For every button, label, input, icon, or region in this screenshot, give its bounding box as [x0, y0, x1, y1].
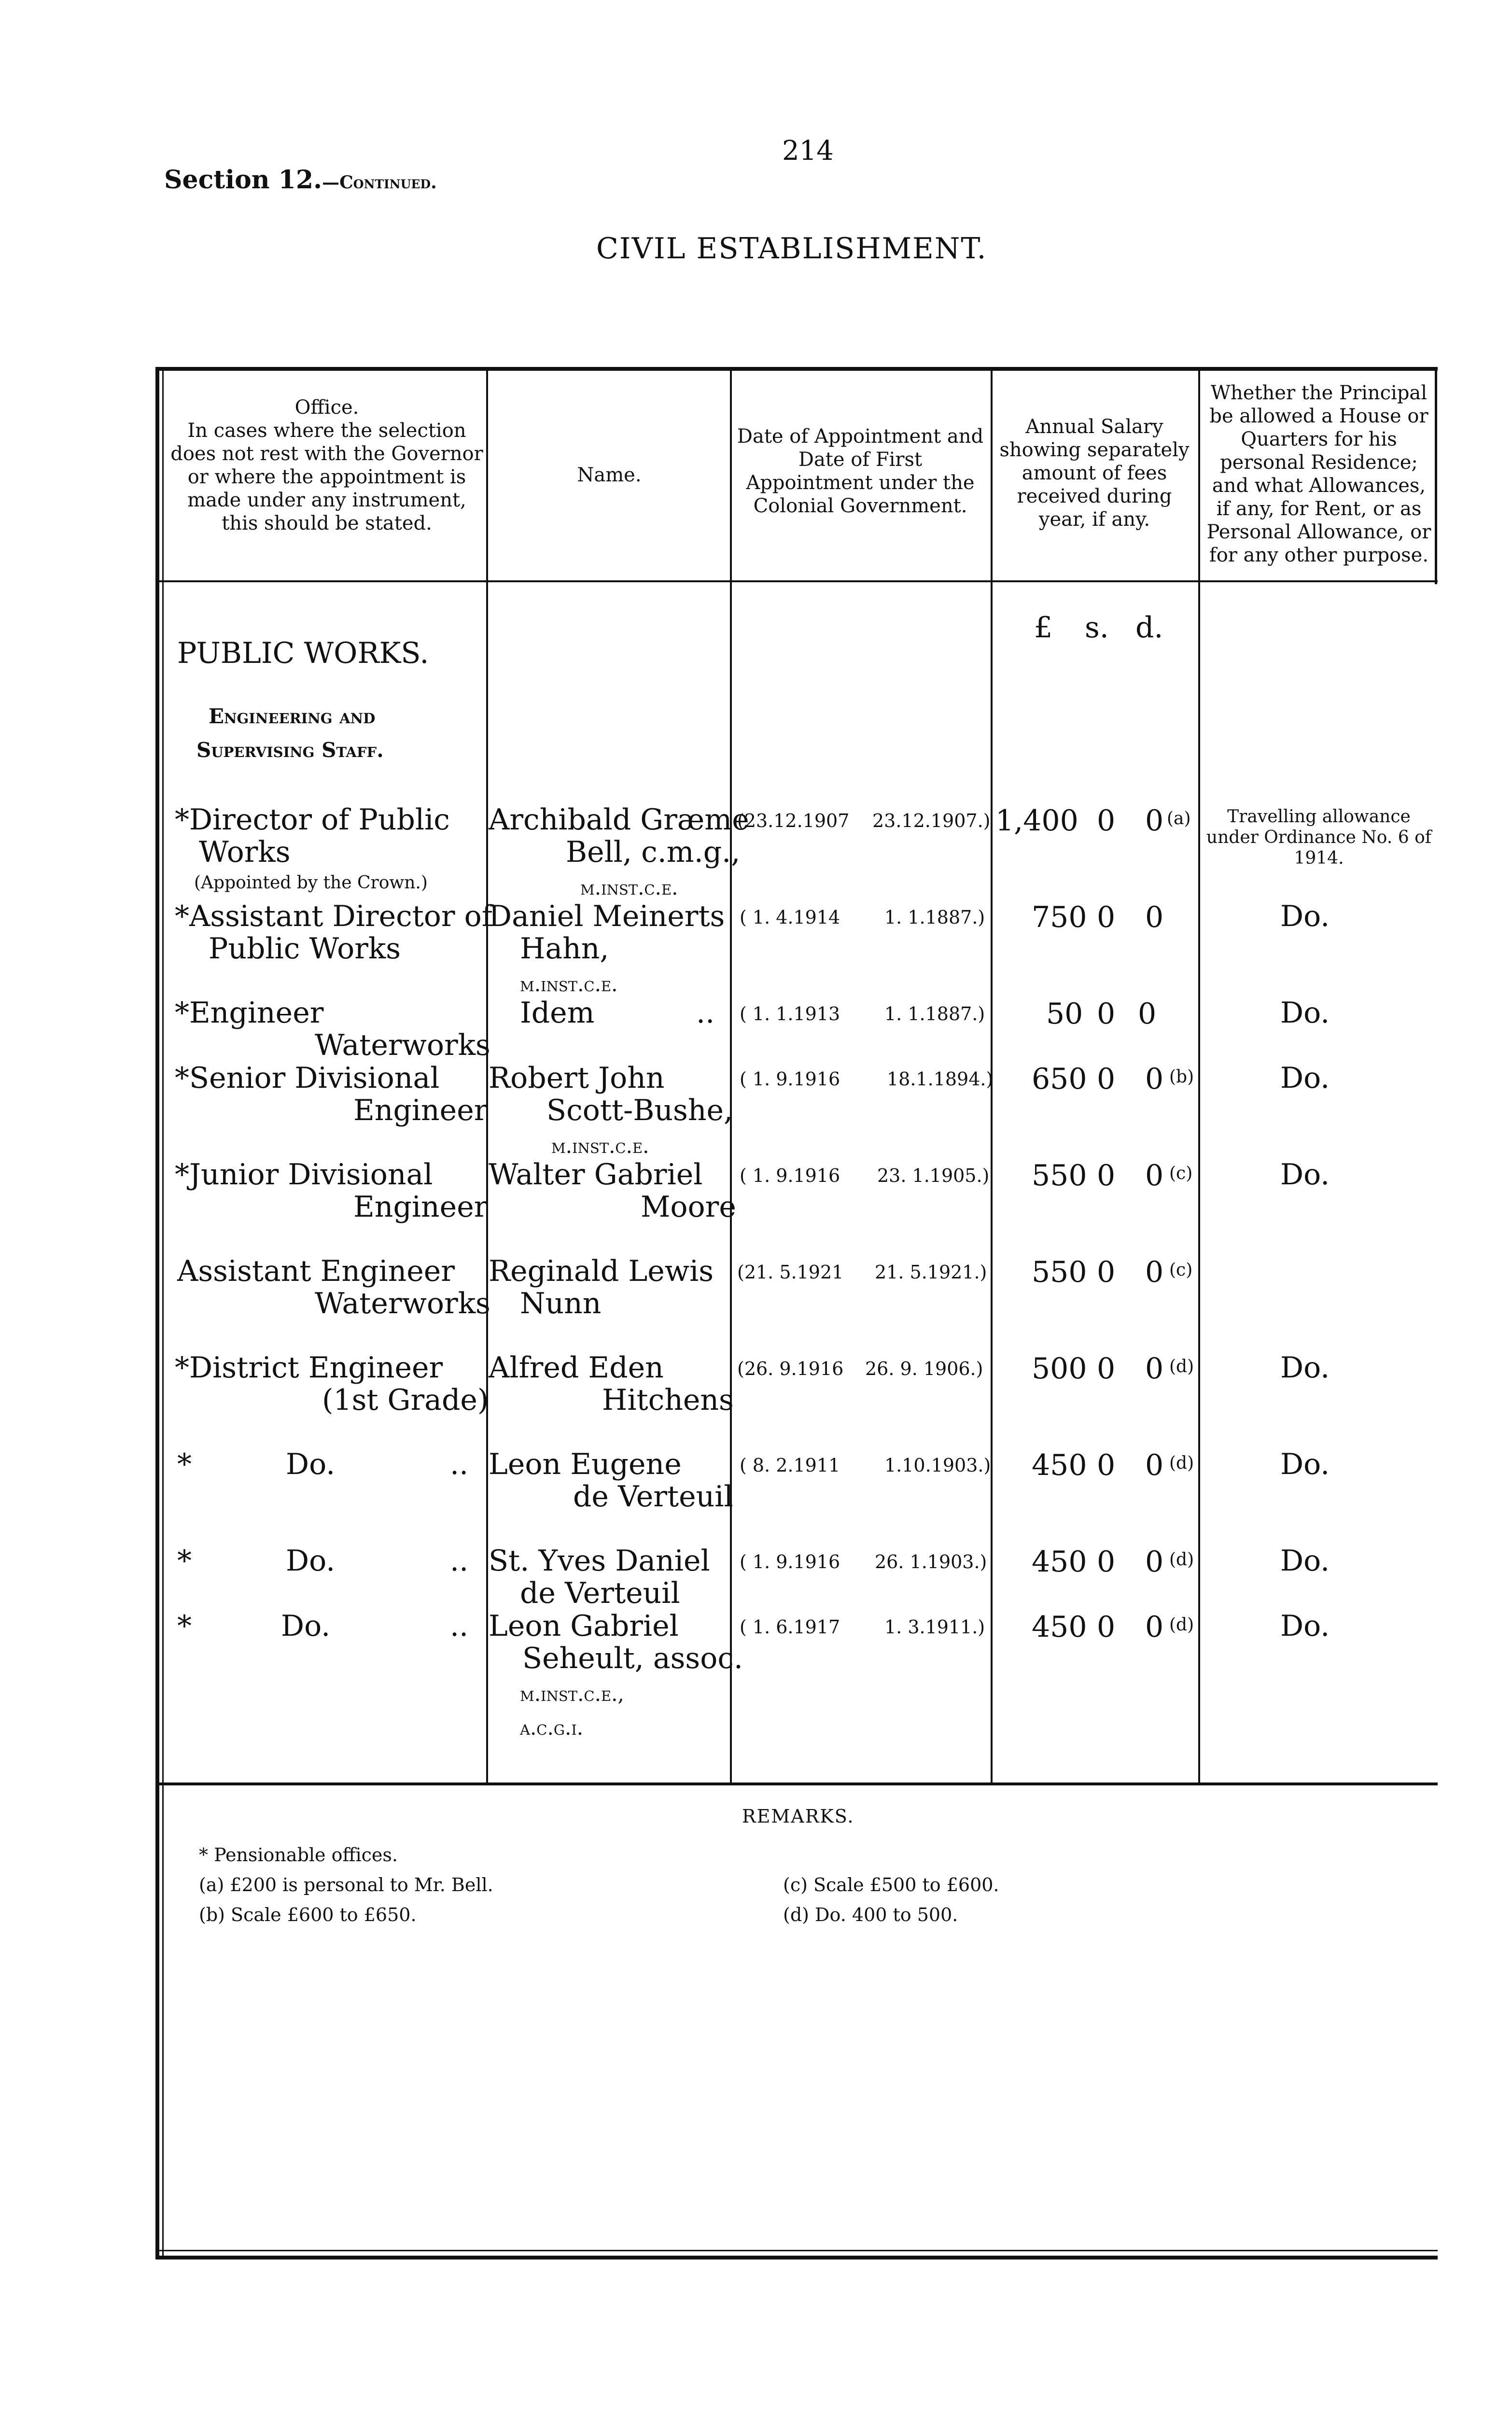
office-ditto: Do. [286, 1447, 336, 1481]
subdepartment-line-2: Supervising Staff. [196, 738, 384, 762]
digitization-watermark [917, 2385, 1512, 2414]
allowance: Do. [1280, 1544, 1330, 1578]
currency-pence: d. [1135, 611, 1163, 645]
header-salary: Annual Salary showing separately amount of fees received during year, if any. [999, 416, 1190, 531]
office-ditto: Do. [281, 1609, 331, 1643]
office-line-1: *Senior Divisional [175, 1061, 440, 1095]
date-appointed: ( 1. 9.1916 [740, 1551, 840, 1572]
salary-shillings: 0 [1097, 1062, 1116, 1096]
salary-pence: 0 [1145, 1352, 1164, 1386]
header-office: Office. In cases where the selection does not rest with the Governor or where the appointment is made under any instrument, this should be stated. [170, 396, 483, 534]
office-line-2: Engineer [353, 1190, 488, 1224]
salary-pence: 0 [1145, 1255, 1164, 1289]
column-rule-1 [486, 367, 488, 1782]
allowance: Do. [1280, 1158, 1330, 1192]
salary-pounds: 550 [1032, 1159, 1087, 1193]
salary-pence: 0 [1145, 1448, 1164, 1482]
office-line-2: (1st Grade) [322, 1383, 489, 1417]
salary-pence: 0 [1145, 900, 1164, 934]
allowance: Do. [1280, 899, 1330, 933]
office-line-1: *Director of Public [175, 803, 450, 837]
name-line-3: m.inst.c.e. [551, 1134, 649, 1158]
date-first: 1.10.1903.) [884, 1455, 991, 1476]
name-line-3: m.inst.c.e. [580, 876, 678, 899]
name-line-3: m.inst.c.e., [520, 1682, 624, 1706]
name-line-2: de Verteuil [573, 1480, 733, 1514]
table-right-rule [1435, 367, 1437, 584]
salary-footnote-mark: (d) [1169, 1453, 1194, 1473]
date-first: 26. 9. 1906.) [865, 1358, 983, 1379]
column-rule-4 [1198, 367, 1200, 1782]
name-line-2: de Verteuil [520, 1576, 680, 1610]
table-bottom-rule-inner [155, 2250, 1438, 2251]
salary-shillings: 0 [1097, 1448, 1116, 1482]
salary-shillings: 0 [1097, 804, 1116, 838]
salary-shillings: 0 [1097, 1159, 1116, 1193]
column-rule-2 [730, 367, 732, 1782]
name-line-3: m.inst.c.e. [520, 972, 618, 996]
date-appointed: ( 1. 9.1916 [740, 1068, 840, 1090]
name-line-1: Leon Gabriel [489, 1609, 679, 1643]
date-first: 23.12.1907.) [872, 810, 991, 831]
salary-pounds: 450 [1032, 1610, 1087, 1644]
salary-footnote-mark: (d) [1169, 1550, 1194, 1570]
remark-c: (c) Scale £500 to £600. [783, 1874, 999, 1895]
name-line-1: Walter Gabriel [489, 1158, 703, 1192]
name-line-1: St. Yves Daniel [489, 1544, 710, 1578]
salary-shillings: 0 [1097, 900, 1116, 934]
page-number: 214 [782, 135, 834, 167]
office-star: * [177, 1544, 192, 1578]
date-first: 21. 5.1921.) [875, 1262, 987, 1283]
salary-pounds: 550 [1032, 1255, 1087, 1289]
name-line-1: Archibald Græme [489, 803, 749, 837]
salary-shillings: 0 [1097, 1545, 1116, 1579]
header-date: Date of Appointment and Date of First Appointment under the Colonial Government. [737, 425, 984, 517]
remark-d: (d) Do. 400 to 500. [783, 1904, 958, 1925]
salary-pence: 0 [1145, 1062, 1164, 1096]
subdepartment-line-1: Engineering and [209, 704, 376, 728]
salary-footnote-mark: (c) [1169, 1164, 1193, 1183]
date-first: 1. 1.1887.) [884, 907, 985, 928]
name-line-1: Robert John [489, 1061, 665, 1095]
name-line-4: a.c.g.i. [520, 1716, 584, 1740]
salary-footnote-mark: (d) [1169, 1615, 1194, 1635]
salary-pence: 0 [1145, 1159, 1164, 1193]
office-line-2: Waterworks [315, 1287, 490, 1320]
remark-b: (b) Scale £600 to £650. [199, 1904, 417, 1925]
name-dots: .. [696, 996, 715, 1030]
salary-pence: 0 [1145, 804, 1164, 838]
header-allowance: Whether the Principal be allowed a House or Quarters for his personal Residence; and what Allowances, if any, for Rent, or as Personal Allowance, or for any other purpose. [1206, 382, 1431, 566]
establishment-table [155, 367, 1438, 2260]
remarks-heading: REMARKS. [742, 1806, 854, 1827]
date-appointed: ( 1. 1.1913 [740, 1003, 840, 1025]
table-left-rule-inner [162, 367, 164, 2260]
remarks-separator-rule [155, 1782, 1438, 1785]
salary-pounds: 650 [1032, 1062, 1087, 1096]
office-line-2: Works [199, 835, 291, 869]
salary-pounds: 50 [1046, 997, 1083, 1031]
section-label: Section 12. [164, 165, 322, 195]
name-line-2: Nunn [520, 1287, 602, 1320]
date-appointed: ( 8. 2.1911 [740, 1455, 840, 1476]
table-bottom-rule [155, 2256, 1438, 2260]
date-first: 23. 1.1905.) [877, 1165, 990, 1186]
office-line-1: *Engineer [175, 996, 324, 1030]
allowance: Do. [1280, 1609, 1330, 1643]
name-line-1: Leon Eugene [489, 1447, 682, 1481]
allowance: Do. [1280, 996, 1330, 1030]
name-line-1: Daniel Meinerts [489, 899, 725, 933]
table-top-rule [155, 367, 1438, 371]
salary-footnote-mark: (b) [1169, 1067, 1194, 1087]
name-line-1: Idem [520, 996, 595, 1030]
allowance: Travelling allowance under Ordinance No. 6 of 1914. [1206, 807, 1432, 869]
date-appointed: ( 1. 4.1914 [740, 907, 840, 928]
allowance: Do. [1280, 1351, 1330, 1385]
section-heading [164, 165, 437, 195]
currency-shillings: s. [1085, 611, 1109, 645]
salary-pounds: 1,400 [995, 804, 1078, 838]
name-line-2: Bell, c.m.g., [566, 835, 741, 869]
date-first: 1. 1.1887.) [884, 1003, 985, 1025]
date-first: 18.1.1894.) [887, 1068, 994, 1090]
office-line-2: Engineer [353, 1094, 488, 1127]
name-line-2: Moore [641, 1190, 736, 1224]
name-line-2: Hitchens [602, 1383, 734, 1417]
name-line-2: Seheult, assoc. [522, 1642, 743, 1675]
name-line-1: Reginald Lewis [489, 1254, 714, 1288]
salary-pence: 0 [1145, 1545, 1164, 1579]
allowance: Do. [1280, 1061, 1330, 1095]
salary-shillings: 0 [1097, 1610, 1116, 1644]
office-star: * [177, 1447, 192, 1481]
date-appointed: (23.12.1907 [737, 810, 850, 831]
salary-pence: 0 [1138, 997, 1157, 1031]
date-appointed: ( 1. 6.1917 [740, 1616, 840, 1638]
office-dots: .. [450, 1447, 469, 1481]
salary-footnote-mark: (a) [1167, 809, 1191, 828]
office-line-2: Waterworks [315, 1028, 490, 1062]
document-title: CIVIL ESTABLISHMENT. [596, 232, 987, 266]
allowance: Do. [1280, 1447, 1330, 1481]
name-line-1: Alfred Eden [489, 1351, 664, 1385]
office-line-2: Public Works [209, 932, 401, 966]
currency-pounds: £ [1034, 611, 1053, 645]
salary-pence: 0 [1145, 1610, 1164, 1644]
office-line-1: Assistant Engineer [177, 1254, 455, 1288]
remark-pensionable: * Pensionable offices. [199, 1844, 398, 1866]
header-name: Name. [577, 464, 642, 486]
name-line-2: Hahn, [520, 932, 609, 966]
header-bottom-rule [155, 580, 1438, 582]
date-first: 26. 1.1903.) [875, 1551, 987, 1572]
salary-shillings: 0 [1097, 1352, 1116, 1386]
salary-footnote-mark: (c) [1169, 1260, 1193, 1280]
date-appointed: (26. 9.1916 [737, 1358, 844, 1379]
office-line-1: *Junior Divisional [175, 1158, 433, 1192]
office-dots: .. [450, 1544, 469, 1578]
salary-pounds: 450 [1032, 1448, 1087, 1482]
name-line-2: Scott-Bushe, [546, 1094, 733, 1127]
salary-pounds: 450 [1032, 1545, 1087, 1579]
office-line-1: *District Engineer [175, 1351, 443, 1385]
salary-pounds: 750 [1032, 900, 1087, 934]
salary-pounds: 500 [1032, 1352, 1087, 1386]
table-left-rule [155, 367, 159, 2260]
date-appointed: ( 1. 9.1916 [740, 1165, 840, 1186]
office-star: * [177, 1609, 192, 1643]
salary-footnote-mark: (d) [1169, 1357, 1194, 1376]
remark-a: (a) £200 is personal to Mr. Bell. [199, 1874, 493, 1895]
office-dots: .. [450, 1609, 469, 1643]
date-first: 1. 3.1911.) [884, 1616, 985, 1638]
department-heading: PUBLIC WORKS. [177, 636, 429, 670]
salary-shillings: 0 [1097, 1255, 1116, 1289]
office-note: (Appointed by the Crown.) [194, 873, 428, 893]
section-continued: —Continued. [322, 172, 437, 193]
date-appointed: (21. 5.1921 [737, 1262, 844, 1283]
salary-shillings: 0 [1097, 997, 1116, 1031]
office-line-1: *Assistant Director of [175, 899, 493, 933]
office-ditto: Do. [286, 1544, 336, 1578]
